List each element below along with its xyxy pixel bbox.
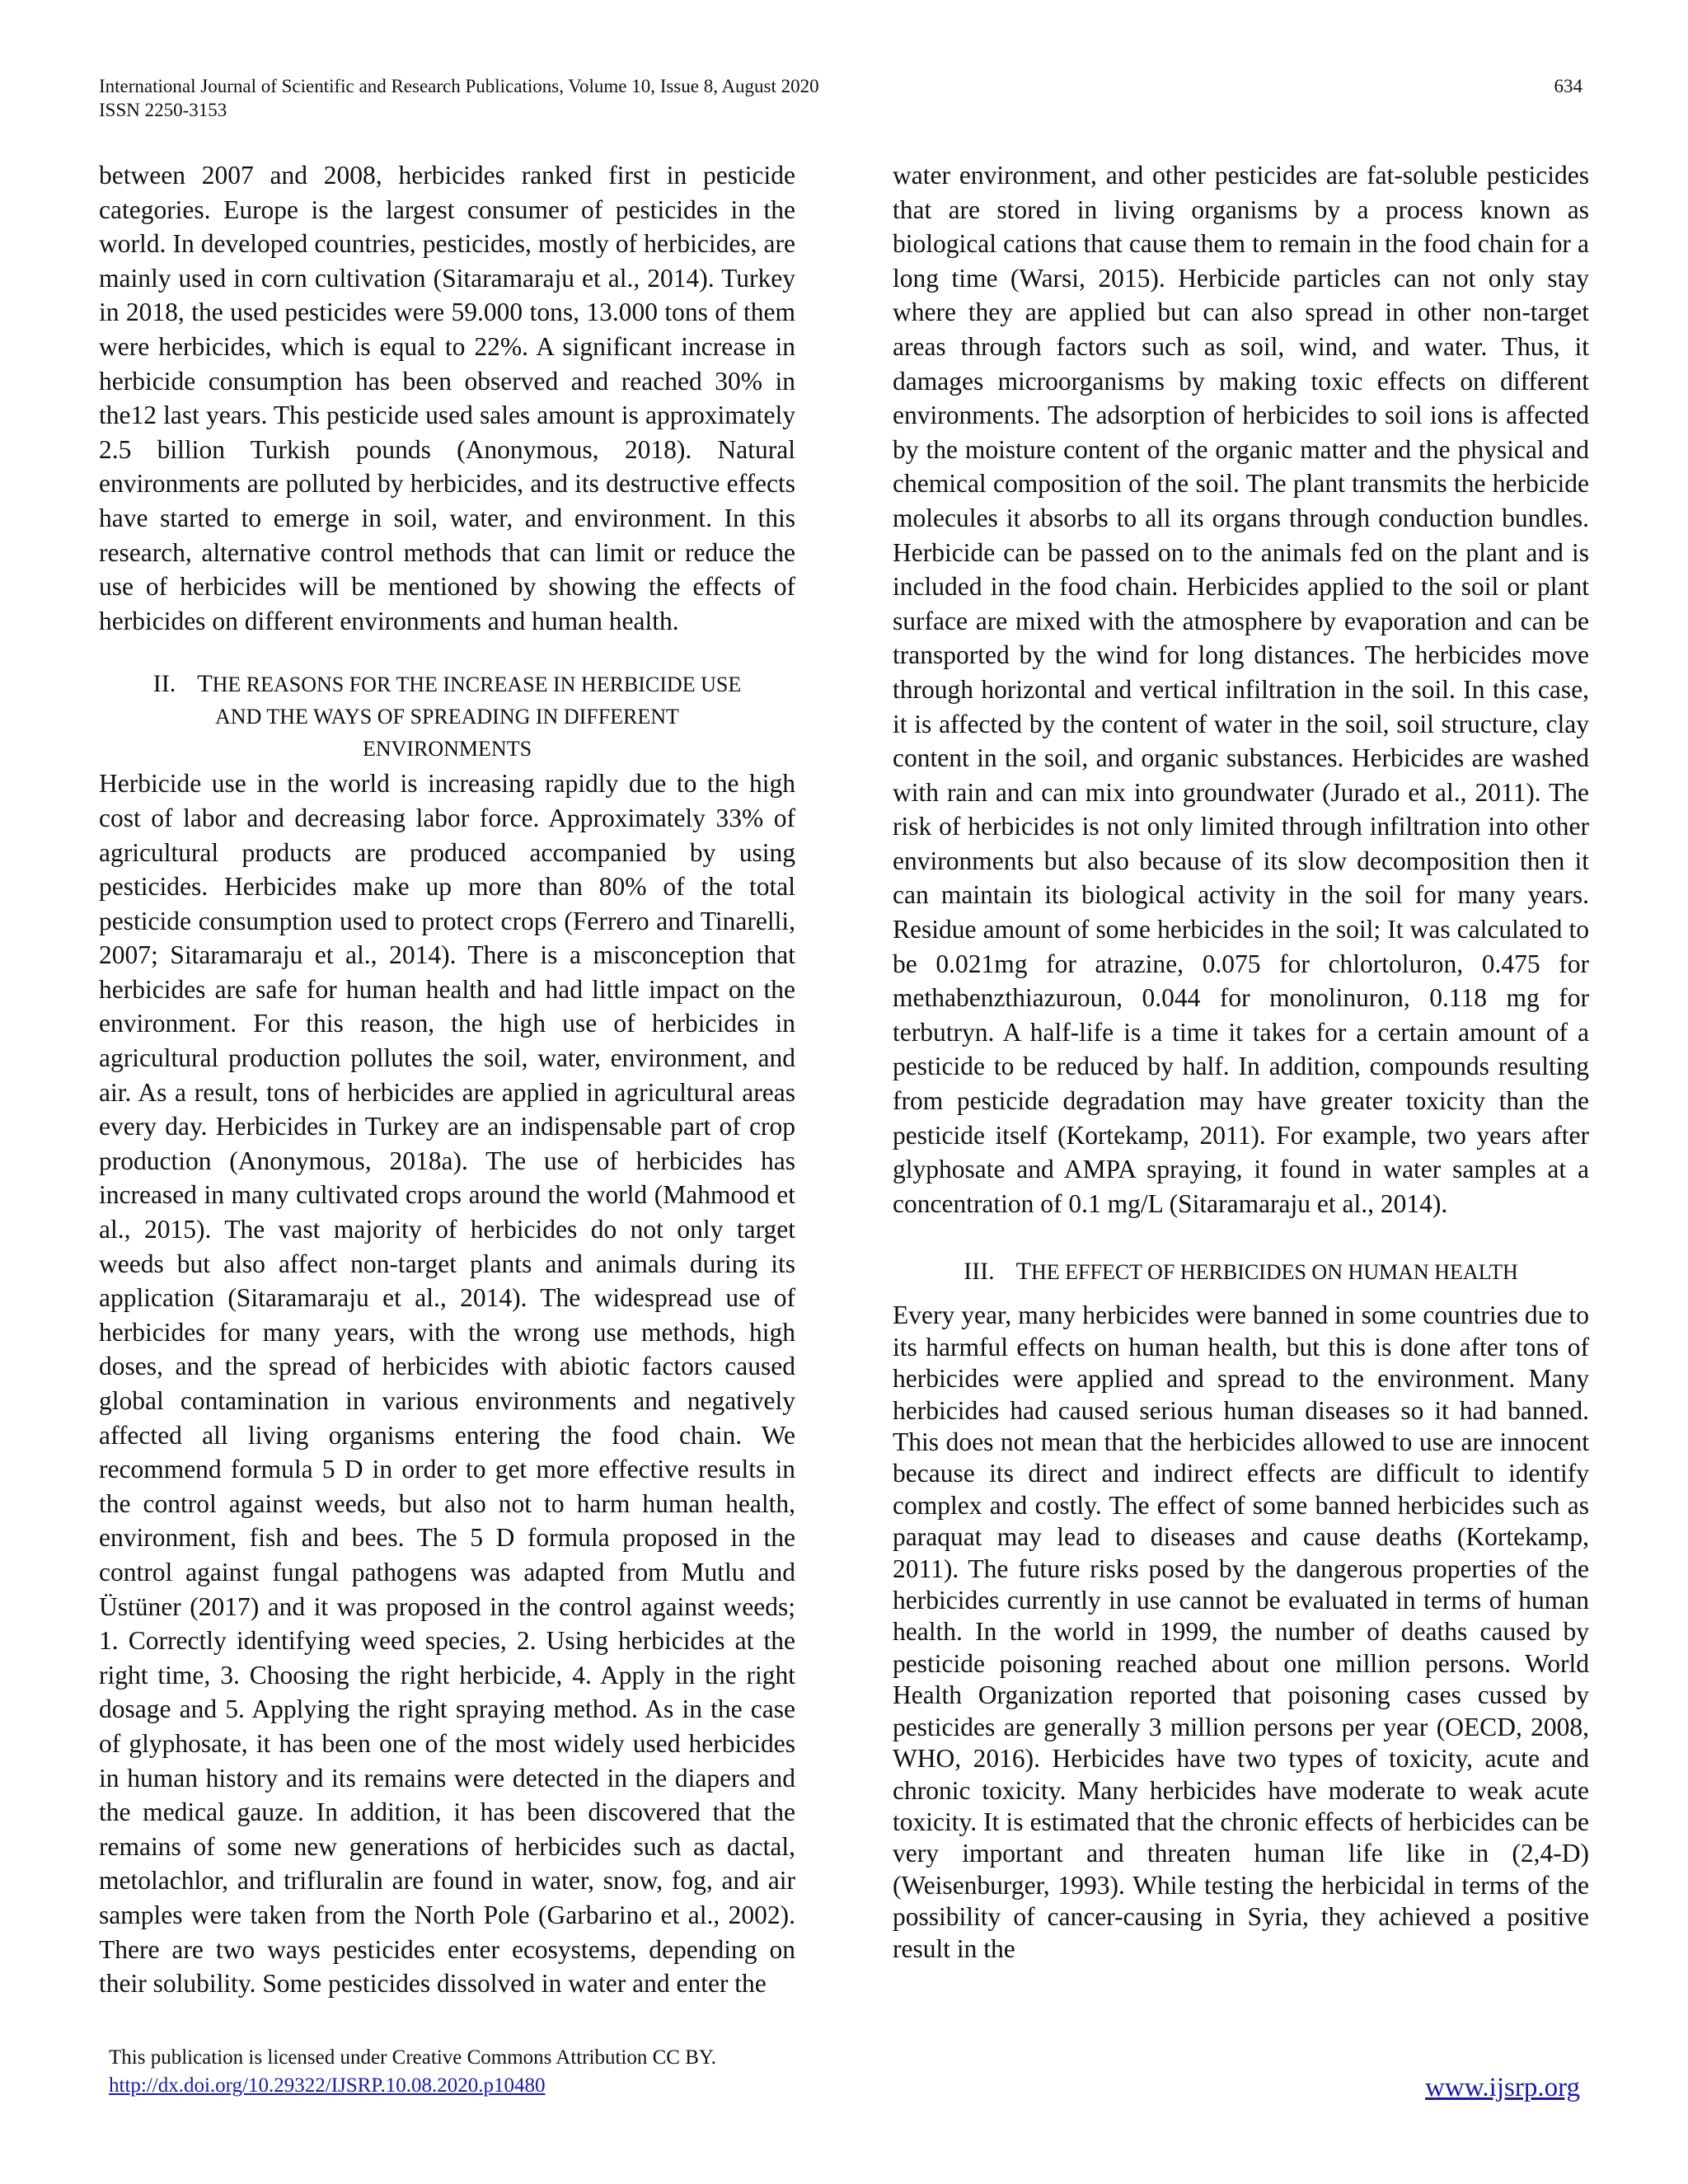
section-title-line3: ENVIRONMENTS <box>362 737 532 762</box>
section-title-line2: AND THE WAYS OF SPREADING IN DIFFERENT <box>215 705 679 729</box>
section-heading-3 <box>893 1255 1589 1288</box>
section-title-line1: HE REASONS FOR THE INCREASE IN HERBICIDE USE <box>212 673 742 697</box>
doi-link[interactable]: http://dx.doi.org/10.29322/IJSRP.10.08.2020.p10480 <box>109 2074 546 2097</box>
paragraph: Every year, many herbicides were banned in some countries due to its harmful effects on human health, but this is done after tons of herbicides were applied and spread to the environment. Many herbicides had caused serious human diseases so it had banned. This does not mean that the herbicides allowed to use are innocent because its direct and indirect effects are difficult to identify complex and costly. The effect of some banned herbicides such as paraquat may lead to diseases and cause deaths (Kortekamp, 2011). The future risks posed by the dangerous properties of the herbicides currently in use cannot be evaluated in terms of human health. In the world in 1999, the number of deaths caused by pesticide poisoning reached about one million persons. World Health Organization reported that poisoning cases cussed by pesticides are generally 3 million persons per year (OECD, 2008, WHO, 2016). Herbicides have two types of toxicity, acute and chronic toxicity. Many herbicides have moderate to weak acute toxicity. It is estimated that the chronic effects of herbicides can be very important and threaten human life like in (2,4-D) (Weisenburger, 1993). While testing the herbicidal in terms of the possibility of cancer-causing in Syria, they achieved a positive result in the <box>893 1301 1589 1963</box>
section-number: II. <box>152 670 176 698</box>
page-number: 634 <box>1554 76 1582 96</box>
left-column <box>99 158 795 2001</box>
page-footer <box>109 2044 1580 2100</box>
paragraph: Herbicide use in the world is increasing rapidly due to the high cost of labor and decreasing labor force. Approximately 33% of agricultural products are produced accompanied by using pesticides. Herbicides make up more than 80% of the total pesticide consumption used to protect crops (Ferrero and Tinarelli, 2007; Sitaramaraju et al., 2014). There is a misconception that herbicides are safe for human health and had little impact on the environment. For this reason, the high use of herbicides in agricultural production pollutes the soil, water, environment, and air. As a result, tons of herbicides are applied in agricultural areas every day. Herbicides in Turkey are an indispensable part of crop production (Anonymous, 2018a). The use of herbicides has increased in many cultivated crops around the world (Mahmood et al., 2015). The vast majority of herbicides do not only target weeds but also affect non-target plants and animals during its application (Sitaramaraju et al., 2014). The widespread use of herbicides for many years, with the wrong use methods, high doses, and the spread of herbicides with abiotic factors caused global contamination in various environments and negatively affected all living organisms entering the food chain. We recommend formula 5 D in order to get more effective results in the control against weeds, but also not to harm human health, environment, fish and bees. The 5 D formula proposed in the control against fungal pathogens was adapted from Mutlu and Üstüner (2017) and it was proposed in the control against weeds; 1. Correctly identifying weed species, 2. Using herbicides at the right time, 3. Choosing the right herbicide, 4. Apply in the right dosage and 5. Applying the right spraying method. As in the case of glyphosate, it has been one of the most widely used herbicides in human history and its remains were detected in the diapers and the medical gauze. In addition, it has been discovered that the remains of some new generations of herbicides such as dactal, metolachlor, and trifluralin are found in water, snow, fog, and air samples were taken from the North Pole (Garbarino et al., 2002). There are two ways pesticides enter ecosystems, depending on their solubility. Some pesticides dissolved in water and enter the <box>99 769 795 1999</box>
right-column <box>893 158 1589 1965</box>
issn: ISSN 2250-3153 <box>99 100 227 120</box>
section-title: HE EFFECT OF HERBICIDES ON HUMAN HEALTH <box>1030 1260 1518 1285</box>
section-initial: T <box>1015 1258 1031 1286</box>
paragraph: water environment, and other pesticides are fat-soluble pesticides that are stored in living organisms by a process known as biological cations that cause them to remain in the food chain for a long time (Warsi, 2015). Herbicide particles can not only stay where they are applied but can also spread in other non-target areas through factors such as soil, wind, and water. Thus, it damages microorganisms by making toxic effects on different environments. The adsorption of herbicides to soil ions is affected by the moisture content of the organic matter and the physical and chemical composition of the soil. The plant transmits the herbicide molecules it absorbs to all its organs through conduction bundles. Herbicide can be passed on to the animals fed on the plant and is included in the food chain. Herbicides applied to the soil or plant surface are mixed with the atmosphere by evaporation and can be transported by the wind for long distances. The herbicides move through horizontal and vertical infiltration in the soil. In this case, it is affected by the content of water in the soil, soil structure, clay content in the soil, and organic substances. Herbicides are washed with rain and can mix into groundwater (Jurado et al., 2011). The risk of herbicides is not only limited through infiltration into other environments but also because of its slow decomposition then it can maintain its biological activity in the soil for many years. Residue amount of some herbicides in the soil; It was calculated to be 0.021mg for atrazine, 0.075 for chlortoluron, 0.475 for methabenzthiazuroun, 0.044 for monolinuron, 0.118 mg for terbutryn. A half-life is a time it takes for a certain amount of a pesticide to be reduced by half. In addition, compounds resulting from pesticide degradation may have greater toxicity than the pesticide itself (Kortekamp, 2011). For example, two years after glyphosate and AMPA spraying, it found in water samples at a concentration of 0.1 mg/L (Sitaramaraju et al., 2014). <box>893 161 1589 1218</box>
section-heading-2 <box>99 668 795 765</box>
journal-title: International Journal of Scientific and Research Publications, Volume 10, Issue 8, August 2020 <box>99 76 819 96</box>
website-link[interactable]: www.ijsrp.org <box>1425 2073 1580 2102</box>
license-text: This publication is licensed under Creative Commons Attribution CC BY. <box>109 2046 716 2069</box>
section-initial: T <box>197 670 213 698</box>
section-number: III. <box>964 1258 995 1286</box>
paragraph: between 2007 and 2008, herbicides ranked first in pesticide categories. Europe is the largest consumer of pesticides in the world. In developed countries, pesticides, mostly of herbicides, are mainly used in corn cultivation (Sitaramaraju et al., 2014). Turkey in 2018, the used pesticides were 59.000 tons, 13.000 tons of them were herbicides, which is equal to 22%. A significant increase in herbicide consumption has been observed and reached 30% in the12 last years. This pesticide used sales amount is approximately 2.5 billion Turkish pounds (Anonymous, 2018). Natural environments are polluted by herbicides, and its destructive effects have started to emerge in soil, water, and environment. In this research, alternative control methods that can limit or reduce the use of herbicides will be mentioned by showing the effects of herbicides on different environments and human health. <box>99 161 795 635</box>
page-header <box>99 74 1582 122</box>
